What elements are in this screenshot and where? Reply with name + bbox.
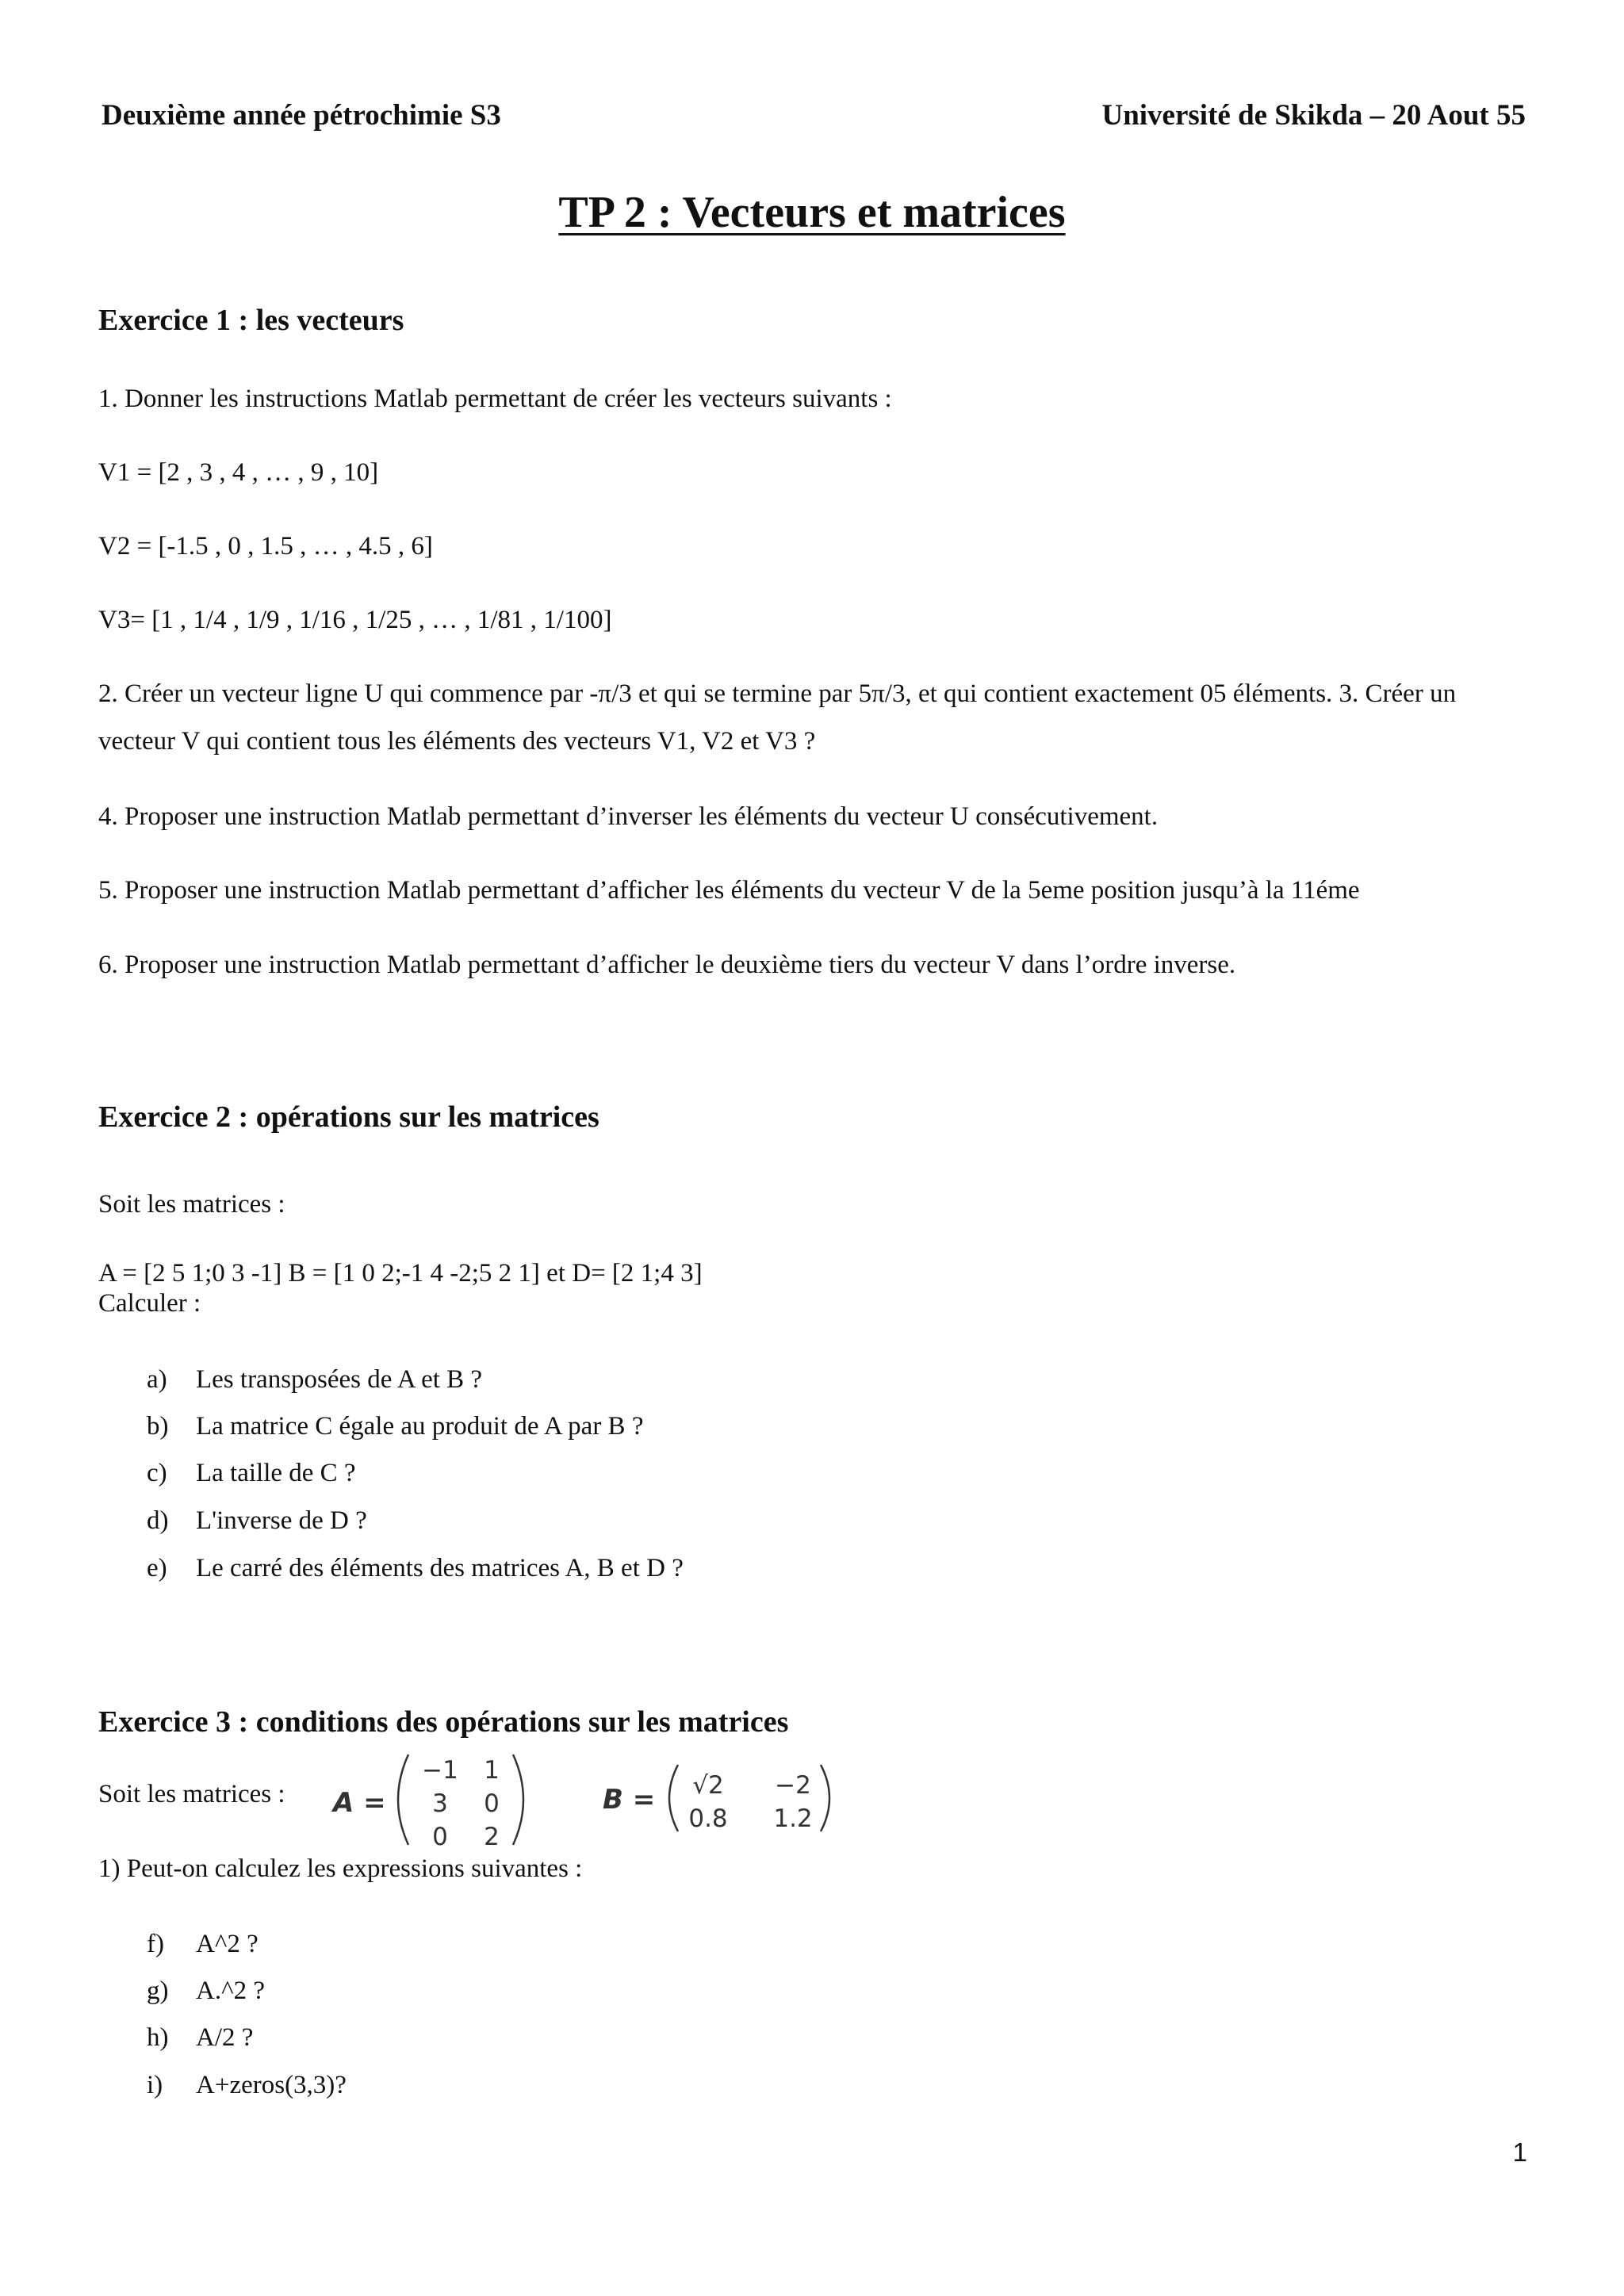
ex1-v2: V2 = [-1.5 , 0 , 1.5 , … , 4.5 , 6]: [98, 532, 433, 561]
ex3-item-f: [147, 1930, 259, 1959]
list-text: A/2 ?: [196, 2023, 254, 2052]
list-text: La taille de C ?: [196, 1459, 356, 1487]
list-text: L'inverse de D ?: [196, 1506, 367, 1535]
ex2-heading: Exercice 2 : opérations sur les matrices: [98, 1100, 599, 1134]
matrix-a-name: A =: [333, 1787, 386, 1819]
ex3-item-h: [147, 2023, 253, 2053]
header-right: Université de Skikda – 20 Aout 55: [1101, 99, 1526, 132]
matrix-a-cell: 1: [484, 1756, 500, 1785]
ex3-q1: 1) Peut-on calculez les expressions suivantes :: [98, 1854, 583, 1883]
list-label: h): [147, 2023, 169, 2052]
ex1-q5: 5. Proposer une instruction Matlab permettant d’afficher les éléments du vecteur V de la 5eme position jusqu’à la 11éme: [98, 876, 1360, 905]
list-label: c): [147, 1459, 167, 1487]
ex2-item-b: [147, 1412, 643, 1441]
ex2-item-c: [147, 1459, 356, 1488]
list-label: b): [147, 1412, 169, 1441]
list-text: A^2 ?: [196, 1930, 259, 1958]
matrix-b-name: B =: [603, 1784, 656, 1816]
left-paren: [669, 1765, 678, 1831]
page-title-text: TP 2 : Vecteurs et matrices: [558, 188, 1066, 237]
matrix-a-cell: 0: [484, 1789, 500, 1818]
matrix-a-cell: 2: [484, 1823, 500, 1851]
list-label: i): [147, 2071, 163, 2099]
matrix-a: [329, 1748, 535, 1851]
matrix-b-cell: 1.2: [773, 1804, 813, 1833]
ex3-item-g: [147, 1976, 265, 2006]
page-title: [0, 187, 1624, 238]
right-paren: [821, 1765, 829, 1831]
ex1-v3: V3= [1 , 1/4 , 1/9 , 1/16 , 1/25 , … , 1/81 , 1/100]: [98, 606, 612, 634]
ex2-item-a: [147, 1365, 482, 1395]
left-paren: [398, 1755, 408, 1845]
ex2-calc: Calculer :: [98, 1289, 201, 1318]
matrix-b: [599, 1758, 845, 1838]
list-label: e): [147, 1554, 167, 1582]
ex2-item-d: [147, 1506, 367, 1536]
list-text: Les transposées de A et B ?: [196, 1365, 483, 1394]
ex1-q6: 6. Proposer une instruction Matlab permettant d’afficher le deuxième tiers du vecteur V dans l’ordre inverse.: [98, 951, 1236, 979]
matrix-a-cell: −1: [422, 1756, 458, 1785]
list-label: a): [147, 1365, 167, 1394]
ex2-intro: Soit les matrices :: [98, 1190, 285, 1219]
list-text: La matrice C égale au produit de A par B ?: [196, 1412, 644, 1441]
ex1-v1: V1 = [2 , 3 , 4 , … , 9 , 10]: [98, 458, 379, 487]
ex3-heading: Exercice 3 : conditions des opérations sur les matrices: [98, 1705, 789, 1739]
ex2-defs: A = [2 5 1;0 3 -1] B = [1 0 2;-1 4 -2;5 2 1] et D= [2 1;4 3]: [98, 1259, 703, 1288]
list-label: d): [147, 1506, 169, 1535]
ex1-heading: Exercice 1 : les vecteurs: [98, 304, 404, 337]
right-paren: [513, 1755, 523, 1845]
matrix-a-cell: 3: [432, 1789, 448, 1818]
ex1-q1: 1. Donner les instructions Matlab permettant de créer les vecteurs suivants :: [98, 385, 892, 413]
matrix-b-cell: −2: [775, 1771, 811, 1800]
matrix-b-cell: √2: [692, 1771, 724, 1800]
list-text: A.^2 ?: [196, 1976, 265, 2005]
page-number: 1: [1512, 2137, 1527, 2167]
ex3-item-i: [147, 2071, 347, 2100]
ex1-q4: 4. Proposer une instruction Matlab permettant d’inverser les éléments du vecteur U consécutivement.: [98, 802, 1159, 831]
list-text: Le carré des éléments des matrices A, B et D ?: [196, 1554, 684, 1582]
matrix-b-cell: 0.8: [688, 1804, 728, 1833]
list-label: f): [147, 1930, 164, 1958]
header-left: Deuxième année pétrochimie S3: [102, 99, 501, 132]
matrix-a-cell: 0: [432, 1823, 448, 1851]
list-label: g): [147, 1976, 169, 2005]
ex2-item-e: [147, 1554, 684, 1583]
list-text: A+zeros(3,3)?: [196, 2071, 347, 2099]
ex3-intro: Soit les matrices :: [98, 1780, 285, 1808]
ex1-q2: 2. Créer un vecteur ligne U qui commence par -π/3 et qui se termine par 5π/3, et qui contient exactement 05 éléments. 3. Créer un vecteur V qui contient tous les éléments des vecteurs V1, V2 et V3 ?: [98, 679, 1457, 756]
